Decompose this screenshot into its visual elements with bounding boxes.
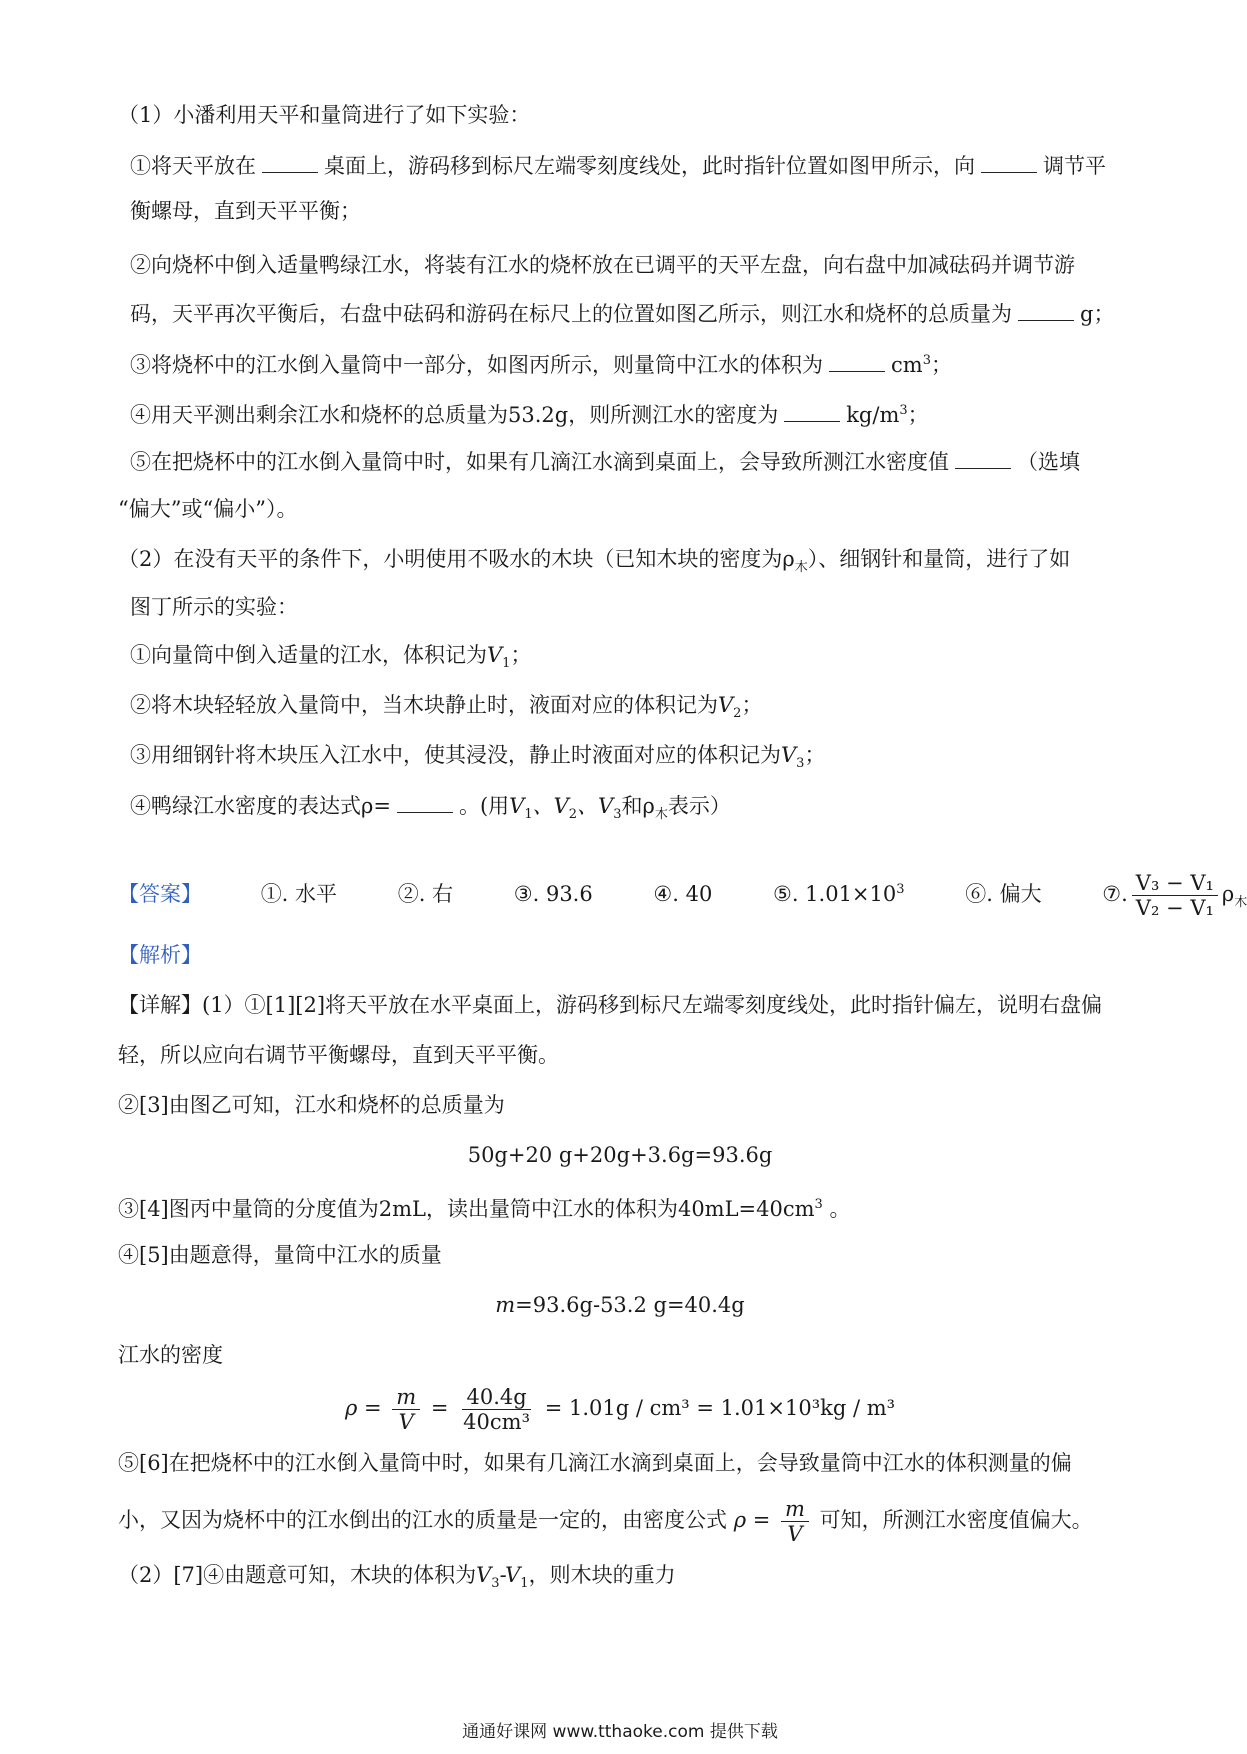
- analysis-p2: [118, 1090, 505, 1120]
- q1-step2-text-c: g；: [1080, 302, 1115, 326]
- var-sub: 3: [491, 1576, 500, 1592]
- q2-intro: [118, 544, 1070, 583]
- answer-item-6: ⑥. 偏大: [965, 882, 1042, 906]
- var-v: -V: [499, 1563, 521, 1587]
- analysis-p6-text-b: 小，又因为烧杯中的江水倒出的江水的质量是一定的，由密度公式: [118, 1508, 727, 1532]
- var-v: V: [476, 1563, 492, 1587]
- q2-step4-text-g: 表示）: [667, 794, 731, 818]
- answer-item-7: [1102, 871, 1247, 920]
- equation-1-text: 50g+20 g+20g+3.6g=93.6g: [467, 1143, 773, 1167]
- equation-2-text: =93.6g-53.2 g=40.4g: [515, 1293, 745, 1317]
- q2-step2-end: ；: [741, 693, 763, 717]
- q2-step4-text-f: 和ρ: [621, 794, 655, 818]
- answer-item-7-label: ⑦.: [1102, 882, 1128, 906]
- analysis-p1-text: (1）①[1][2]将天平放在水平桌面上，游码移到标尺左端零刻度线处，此时指针偏左，说明右盘偏: [202, 993, 1103, 1017]
- analysis-p6-text-a: ⑤[6]在把烧杯中的江水倒入量筒中时，如果有几滴江水滴到桌面上，会导致量筒中江水的体积测量的偏: [118, 1451, 1072, 1475]
- rho-sub: 木: [1234, 895, 1247, 911]
- q1-step5-text-a: ⑤在把烧杯中的江水倒入量筒中时，如果有几滴江水滴到桌面上，会导致所测江水密度值: [130, 450, 949, 474]
- analysis-p5-text: 江水的密度: [118, 1343, 223, 1367]
- answer-blank[interactable]: [955, 446, 1011, 469]
- fraction-denominator: V: [398, 1410, 414, 1434]
- var-sub: 3: [796, 756, 805, 772]
- var-sub: 2: [733, 706, 742, 722]
- var-sub: 3: [613, 807, 622, 823]
- q1-step1-cont: [130, 196, 361, 226]
- equals-sign: =: [430, 1396, 449, 1420]
- var-v: V: [781, 743, 797, 767]
- q1-intro: [118, 100, 530, 130]
- q1-step4-text-c: ；: [907, 403, 929, 427]
- analysis-p2-text: ②[3]由图乙可知，江水和烧杯的总质量为: [118, 1093, 505, 1117]
- q2-intro-text-c: 图丁所示的实验：: [130, 595, 298, 619]
- q2-step2: [130, 690, 762, 729]
- answer-item-5-exp: 3: [896, 882, 905, 897]
- analysis-p1: [118, 990, 1102, 1020]
- q2-step1-text: ①向量筒中倒入适量的江水，体积记为: [130, 643, 487, 667]
- fraction-denominator: V₂ − V₁: [1135, 896, 1214, 920]
- q1-step1-text-d: 衡螺母，直到天平平衡；: [130, 199, 361, 223]
- analysis-p6: [118, 1448, 1072, 1478]
- var-sub: 1: [502, 656, 511, 672]
- var-sub: 2: [568, 807, 578, 823]
- q2-step2-text: ②将木块轻轻放入量筒中，当木块静止时，液面对应的体积记为: [130, 693, 718, 717]
- q2-step4-text-b: 。(用: [458, 794, 510, 818]
- analysis-p3: [118, 1190, 851, 1224]
- q1-step4-text-a: ④用天平测出剩余江水和烧杯的总质量为53.2g，则所测江水的密度为: [130, 403, 779, 427]
- fraction-numerator: V₃ − V₁: [1132, 871, 1218, 896]
- q1-step4: ④用天平测出剩余江水和烧杯的总质量为53.2g，则所测江水的密度为 $kg/m^3$；: [130, 396, 929, 430]
- q2-intro-cont: [130, 592, 298, 622]
- q1-step1-text-c: 调节平: [1043, 154, 1106, 178]
- equation-3-rest: = 1.01g / cm³ = 1.01×10³kg / m³: [544, 1396, 896, 1420]
- q1-step3-unit: cm: [891, 353, 923, 377]
- answer-item-1: ①. 水平: [260, 882, 338, 906]
- q1-step5-text-c: “偏大”或“偏小”）。: [118, 497, 298, 521]
- q1-step5-cont: [118, 494, 297, 524]
- q1-step2-text-b: 码，天平再次平衡后，右盘中砝码和游码在标尺上的位置如图乙所示，则江水和烧杯的总质量为: [130, 302, 1012, 326]
- equation-3-fraction-2: [459, 1385, 534, 1434]
- answer-blank[interactable]: [262, 150, 318, 173]
- fraction-denominator: 40cm³: [463, 1410, 530, 1434]
- answer-item-5: [773, 860, 905, 924]
- equation-2: [0, 1290, 1240, 1320]
- analysis-p3-end: 。: [822, 1197, 851, 1221]
- analysis-p7-text-d: ，则木块的重力: [528, 1563, 676, 1587]
- var-v: V: [487, 643, 503, 667]
- analysis-p7: [118, 1560, 676, 1599]
- answer-blank[interactable]: [784, 399, 840, 422]
- analysis-p6-cont: [118, 1490, 1093, 1550]
- equation-3-fraction-1: [392, 1385, 420, 1434]
- var-sub: 木: [654, 807, 668, 823]
- answer-fraction: [1132, 871, 1218, 920]
- q1-step3-text-c: ；: [930, 353, 952, 377]
- q1-step2-text-a: ②向烧杯中倒入适量鸭绿江水，将装有江水的烧杯放在已调平的天平左盘，向右盘中加减砝码并调节游: [130, 253, 1075, 277]
- answer-item-4: ④. 40: [653, 882, 713, 906]
- var-sub: 1: [524, 807, 533, 823]
- q2-step4-text-a: ④鸭绿江水密度的表达式ρ=: [130, 794, 391, 818]
- equation-1: [0, 1140, 1240, 1170]
- analysis-p5: [118, 1340, 223, 1370]
- q1-step4-unit: kg/m: [846, 403, 900, 427]
- footer-text: 通通好课网 www.tthaoke.com 提供下载: [462, 1722, 778, 1742]
- q1-step3-text-a: ③将烧杯中的江水倒入量筒中一部分，如图丙所示，则量筒中江水的体积为: [130, 353, 823, 377]
- q1-step3: ③将烧杯中的江水倒入量筒中一部分，如图丙所示，则量筒中江水的体积为 $cm^3$；: [130, 346, 952, 380]
- answer-blank[interactable]: [1018, 298, 1074, 321]
- answer-label: 【答案】: [118, 882, 202, 906]
- answer-item-2: ②. 右: [397, 882, 454, 906]
- analysis-label-text: 【解析】: [118, 943, 202, 967]
- analysis-p4: [118, 1240, 442, 1270]
- q2-step3-end: ；: [804, 743, 826, 767]
- rho-symbol: ρ =: [733, 1508, 771, 1532]
- answer-item-3: ③. 93.6: [513, 882, 593, 906]
- analysis-label: [118, 940, 202, 970]
- analysis-p1-text-b: 轻，所以应向右调节平衡螺母，直到天平平衡。: [118, 1043, 559, 1067]
- var-sub: 1: [520, 1576, 529, 1592]
- q2-intro-text-a: （2）在没有天平的条件下，小明使用不吸水的木块（已知木块的密度为ρ: [118, 547, 795, 571]
- q1-step1-text-b: 桌面上，游码移到标尺左端零刻度线处，此时指针位置如图甲所示，向: [324, 154, 975, 178]
- q2-intro-sub: 木: [794, 560, 808, 576]
- q2-step4: [130, 790, 731, 830]
- analysis-p1-cont: [118, 1040, 559, 1070]
- q1-step5: [130, 446, 1080, 477]
- q1-intro-text: （1）小潘利用天平和量筒进行了如下实验：: [118, 103, 531, 127]
- analysis-p3-text: ③[4]图丙中量筒的分度值为2mL，读出量筒中江水的体积为40mL=40cm: [118, 1197, 815, 1221]
- q2-intro-text-b: ）、细钢针和量筒，进行了如: [807, 547, 1071, 571]
- q1-step1: [130, 150, 1106, 181]
- density-formula-fraction: [781, 1497, 809, 1546]
- analysis-p3-exp: 3: [814, 1197, 823, 1212]
- equation-3: [0, 1376, 1240, 1440]
- rho-symbol: ρ: [1221, 882, 1235, 906]
- q2-step3-text: ③用细钢针将木块压入江水中，使其浸没，静止时液面对应的体积记为: [130, 743, 781, 767]
- equation-2-var: m: [495, 1293, 516, 1317]
- q1-step2-cont: [130, 298, 1114, 329]
- q2-step1-end: ；: [510, 643, 532, 667]
- q1-step1-text-a: ①将天平放在: [130, 154, 256, 178]
- var-v: V: [718, 693, 734, 717]
- analysis-p7-text-a: （2）[7]④由题意可知，木块的体积为: [118, 1563, 477, 1587]
- answer-item-5-base: ⑤. 1.01×10: [773, 882, 897, 906]
- q1-step2: [130, 250, 1075, 280]
- answer-blank[interactable]: [397, 790, 453, 813]
- footer-source-link[interactable]: [0, 1717, 1240, 1742]
- answer-row: [118, 860, 1247, 920]
- q2-step3: [130, 740, 825, 779]
- fraction-numerator: m: [781, 1497, 809, 1522]
- q1-step5-text-b: （选填: [1017, 450, 1080, 474]
- var-v: 、V: [577, 794, 614, 818]
- detail-label: 【详解】: [118, 993, 202, 1017]
- var-v: V: [509, 794, 525, 818]
- fraction-denominator: V: [787, 1522, 803, 1546]
- var-v: 、V: [532, 794, 569, 818]
- q2-step1: [130, 640, 531, 679]
- fraction-numerator: 40.4g: [462, 1385, 530, 1410]
- fraction-numerator: m: [392, 1385, 420, 1410]
- analysis-p4-text: ④[5]由题意得，量筒中江水的质量: [118, 1243, 442, 1267]
- answer-blank[interactable]: [981, 150, 1037, 173]
- analysis-p6-text-c: 可知，所测江水密度值偏大。: [819, 1508, 1093, 1532]
- rho-symbol: ρ =: [344, 1396, 382, 1420]
- answer-blank[interactable]: [829, 349, 885, 372]
